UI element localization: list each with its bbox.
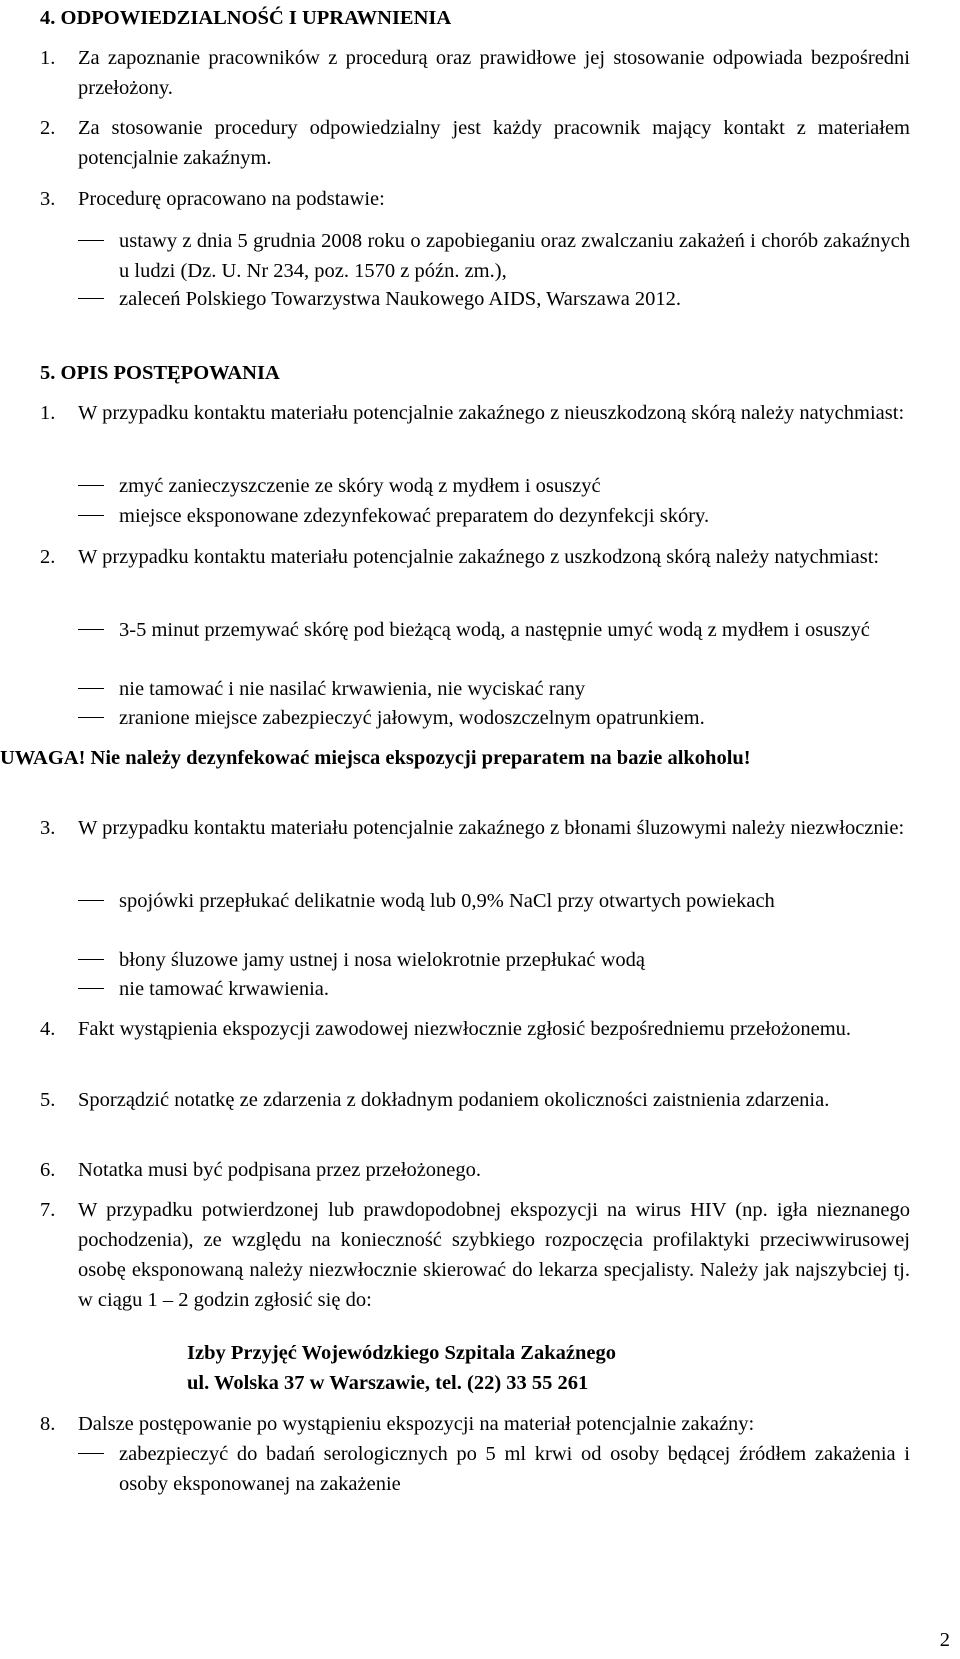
dash-bullet: [78, 1453, 104, 1454]
item-number: 8.: [40, 1413, 56, 1435]
item-number: 3.: [40, 817, 56, 839]
procedure-step: nie tamować krwawienia.: [119, 978, 330, 1000]
procedure-step: zranione miejsce zabezpieczyć jałowym, wodoszczelnym opatrunkiem.: [119, 707, 705, 729]
item-number: 3.: [40, 188, 56, 210]
procedure-paragraph: W przypadku kontaktu materiału potencjalnie zakaźnego z nieuszkodzoną skórą należy natychmiast:: [78, 402, 905, 424]
section-4-heading: 4. ODPOWIEDZIALNOŚĆ I UPRAWNIENIA: [40, 7, 452, 29]
item-number: 2.: [40, 546, 56, 568]
page-number: 2: [939, 1629, 950, 1651]
procedure-step: zmyć zanieczyszczenie ze skóry wodą z mydłem i osuszyć: [119, 475, 601, 497]
dash-bullet: [78, 629, 104, 630]
dash-bullet: [78, 688, 104, 689]
item-number: 2.: [40, 117, 56, 139]
procedure-paragraph: W przypadku potwierdzonej lub prawdopodobnej ekspozycji na wirus HIV (np. igła nieznanego pochodzenia), ze względu na konieczność szybkiego rozpoczęcia profilaktyki przeciwwirusowej osobę eksponowaną należy niezwłocznie skierować do lekarza specjalisty. Należy jak najszybciej tj. w ciągu 1 – 2 godzin zgłosić się do:: [78, 1199, 910, 1311]
procedure-paragraph: W przypadku kontaktu materiału potencjalnie zakaźnego z uszkodzoną skórą należy natychmiast:: [78, 546, 880, 568]
item-number: 5.: [40, 1089, 56, 1111]
responsibility-paragraph: Za stosowanie procedury odpowiedzialny jest każdy pracownik mający kontakt z materiałem potencjalnie zakaźnym.: [78, 117, 910, 169]
procedure-paragraph: Fakt wystąpienia ekspozycji zawodowej niezwłocznie zgłosić bezpośredniemu przełożonemu.: [78, 1018, 852, 1040]
section-5-heading: 5. OPIS POSTĘPOWANIA: [40, 362, 280, 384]
procedure-step: miejsce eksponowane zdezynfekować preparatem do dezynfekcji skóry.: [119, 505, 710, 527]
basis-intro: Procedurę opracowano na podstawie:: [78, 188, 385, 210]
item-number: 7.: [40, 1199, 56, 1221]
item-number: 1.: [40, 402, 56, 424]
procedure-step: spojówki przepłukać delikatnie wodą lub 0,9% NaCl przy otwartych powiekach: [119, 890, 775, 912]
procedure-step: nie tamować i nie nasilać krwawienia, nie wyciskać rany: [119, 678, 586, 700]
dash-bullet: [78, 240, 104, 241]
dash-bullet: [78, 298, 104, 299]
procedure-step: błony śluzowe jamy ustnej i nosa wielokrotnie przepłukać wodą: [119, 949, 646, 971]
item-number: 1.: [40, 47, 56, 69]
hospital-address-line-1: Izby Przyjęć Wojewódzkiego Szpitala Zakaźnego: [187, 1342, 616, 1364]
procedure-paragraph: Notatka musi być podpisana przez przełożonego.: [78, 1159, 482, 1181]
item-number: 6.: [40, 1159, 56, 1181]
procedure-step: 3-5 minut przemywać skórę pod bieżącą wodą, a następnie umyć wodą z mydłem i osuszyć: [119, 619, 870, 641]
responsibility-paragraph: Za zapoznanie pracowników z procedurą oraz prawidłowe jej stosowanie odpowiada bezpośredni przełożony.: [78, 47, 910, 99]
dash-bullet: [78, 485, 104, 486]
basis-item: ustawy z dnia 5 grudnia 2008 roku o zapobieganiu oraz zwalczaniu zakażeń i chorób zakaźnych u ludzi (Dz. U. Nr 234, poz. 1570 z późn. zm.),: [119, 230, 910, 282]
basis-item: zaleceń Polskiego Towarzystwa Naukowego AIDS, Warszawa 2012.: [119, 288, 682, 310]
dash-bullet: [78, 900, 104, 901]
procedure-step: zabezpieczyć do badań serologicznych po 5 ml krwi od osoby będącej źródłem zakażenia i osoby eksponowanej na zakażenie: [119, 1443, 910, 1495]
procedure-paragraph: Dalsze postępowanie po wystąpieniu ekspozycji na materiał potencjalnie zakaźny:: [78, 1413, 755, 1435]
dash-bullet: [78, 515, 104, 516]
item-number: 4.: [40, 1018, 56, 1040]
dash-bullet: [78, 959, 104, 960]
warning-note: UWAGA! Nie należy dezynfekować miejsca ekspozycji preparatem na bazie alkoholu!: [0, 747, 751, 769]
procedure-paragraph: W przypadku kontaktu materiału potencjalnie zakaźnego z błonami śluzowymi należy niezwłocznie:: [78, 817, 905, 839]
dash-bullet: [78, 717, 104, 718]
hospital-address-line-2: ul. Wolska 37 w Warszawie, tel. (22) 33 55 261: [187, 1372, 589, 1394]
procedure-paragraph: Sporządzić notatkę ze zdarzenia z dokładnym podaniem okoliczności zaistnienia zdarzenia.: [78, 1089, 830, 1111]
dash-bullet: [78, 988, 104, 989]
